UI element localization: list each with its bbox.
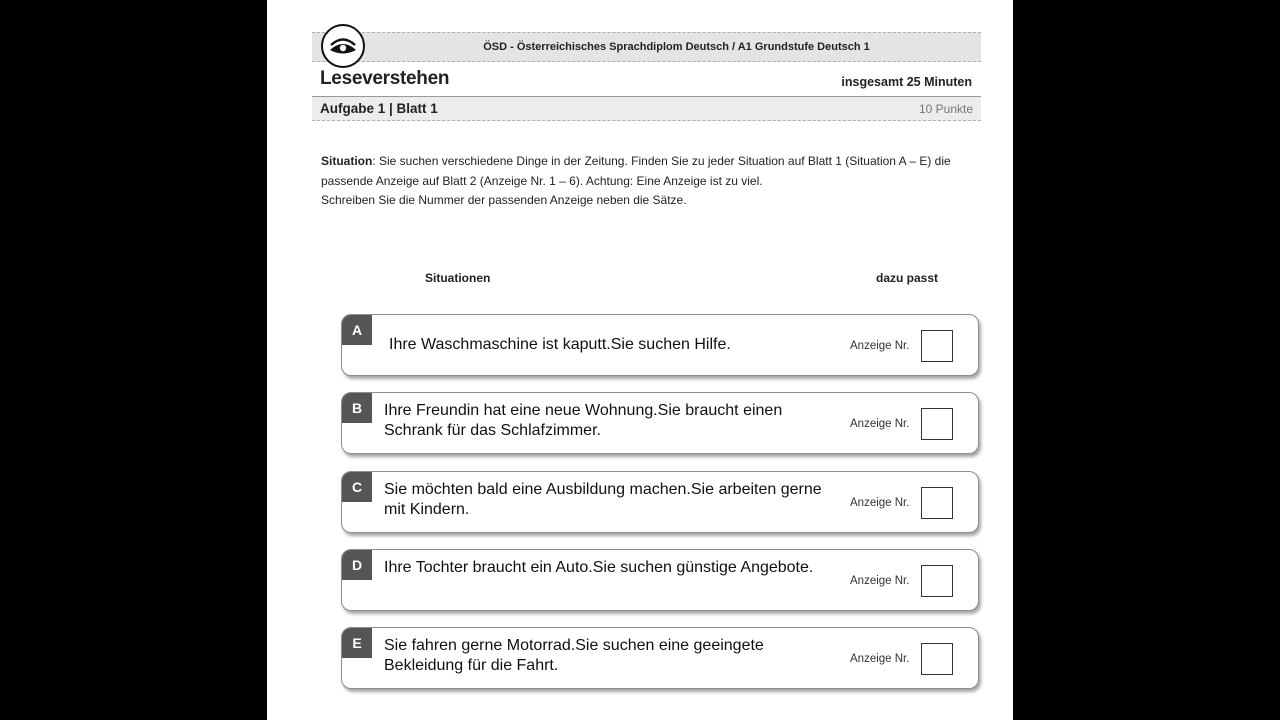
answer-label: Anzeige Nr. [850, 575, 910, 587]
answer-label: Anzeige Nr. [850, 653, 910, 665]
task-points: 10 Punkte [918, 102, 973, 116]
situation-text: Ihre Tochter braucht ein Auto.Sie suchen günstige Angebote. [384, 559, 814, 576]
column-header-situations: Situationen [425, 271, 491, 285]
answer-box-a[interactable] [921, 330, 953, 362]
column-header-match: dazu passt [876, 271, 939, 285]
situation-text: Sie fahren gerne Motorrad.Sie suchen eine geeingete Bekleidung für die Fahrt. [384, 637, 764, 674]
situation-letter: E [342, 628, 372, 658]
instructions-line-3: Schreiben Sie die Nummer der passenden Anzeige neben die Sätze. [321, 193, 687, 207]
exam-title: ÖSD - Österreichisches Sprachdiplom Deutsch / A1 Grundstufe Deutsch 1 [483, 41, 870, 53]
situation-letter: D [342, 550, 372, 580]
situation-text: Sie möchten bald eine Ausbildung machen.Sie arbeiten gerne mit Kindern. [384, 481, 822, 518]
answer-box-e[interactable] [921, 643, 953, 675]
exam-page [267, 0, 1013, 720]
situation-card-a [341, 314, 979, 376]
answer-label: Anzeige Nr. [850, 418, 910, 430]
answer-label: Anzeige Nr. [850, 497, 910, 509]
task-band [312, 96, 981, 121]
total-time: insgesamt 25 Minuten [841, 75, 972, 89]
situation-text: Ihre Waschmaschine ist kaputt.Sie suchen Hilfe. [389, 336, 731, 353]
eye-icon [321, 24, 365, 68]
answer-box-c[interactable] [921, 487, 953, 519]
situation-label: Situation [321, 154, 373, 168]
situation-card-c [341, 471, 979, 533]
situation-letter: B [342, 393, 372, 423]
situation-letter: A [342, 315, 372, 345]
instructions-line-1: Situation: Sie suchen verschiedene Dinge in der Zeitung. Finden Sie zu jeder Situation auf Blatt 1 (Situation A – E) die [321, 154, 951, 168]
task-title: Aufgabe 1 | Blatt 1 [320, 101, 438, 116]
instructions-line-2: passende Anzeige auf Blatt 2 (Anzeige Nr. 1 – 6). Achtung: Eine Anzeige ist zu viel. [321, 173, 763, 188]
situation-card-e [341, 627, 979, 689]
situation-letter: C [342, 472, 372, 502]
situation-text: Ihre Freundin hat eine neue Wohnung.Sie braucht einen Schrank für das Schlafzimmer. [384, 402, 783, 439]
answer-box-b[interactable] [921, 408, 953, 440]
instructions [321, 152, 985, 211]
situation-card-b [341, 392, 979, 454]
situation-card-d [341, 549, 979, 611]
section-heading: Leseverstehen [320, 68, 450, 89]
answer-box-d[interactable] [921, 565, 953, 597]
answer-label: Anzeige Nr. [850, 340, 910, 352]
exam-title-band [312, 32, 981, 62]
